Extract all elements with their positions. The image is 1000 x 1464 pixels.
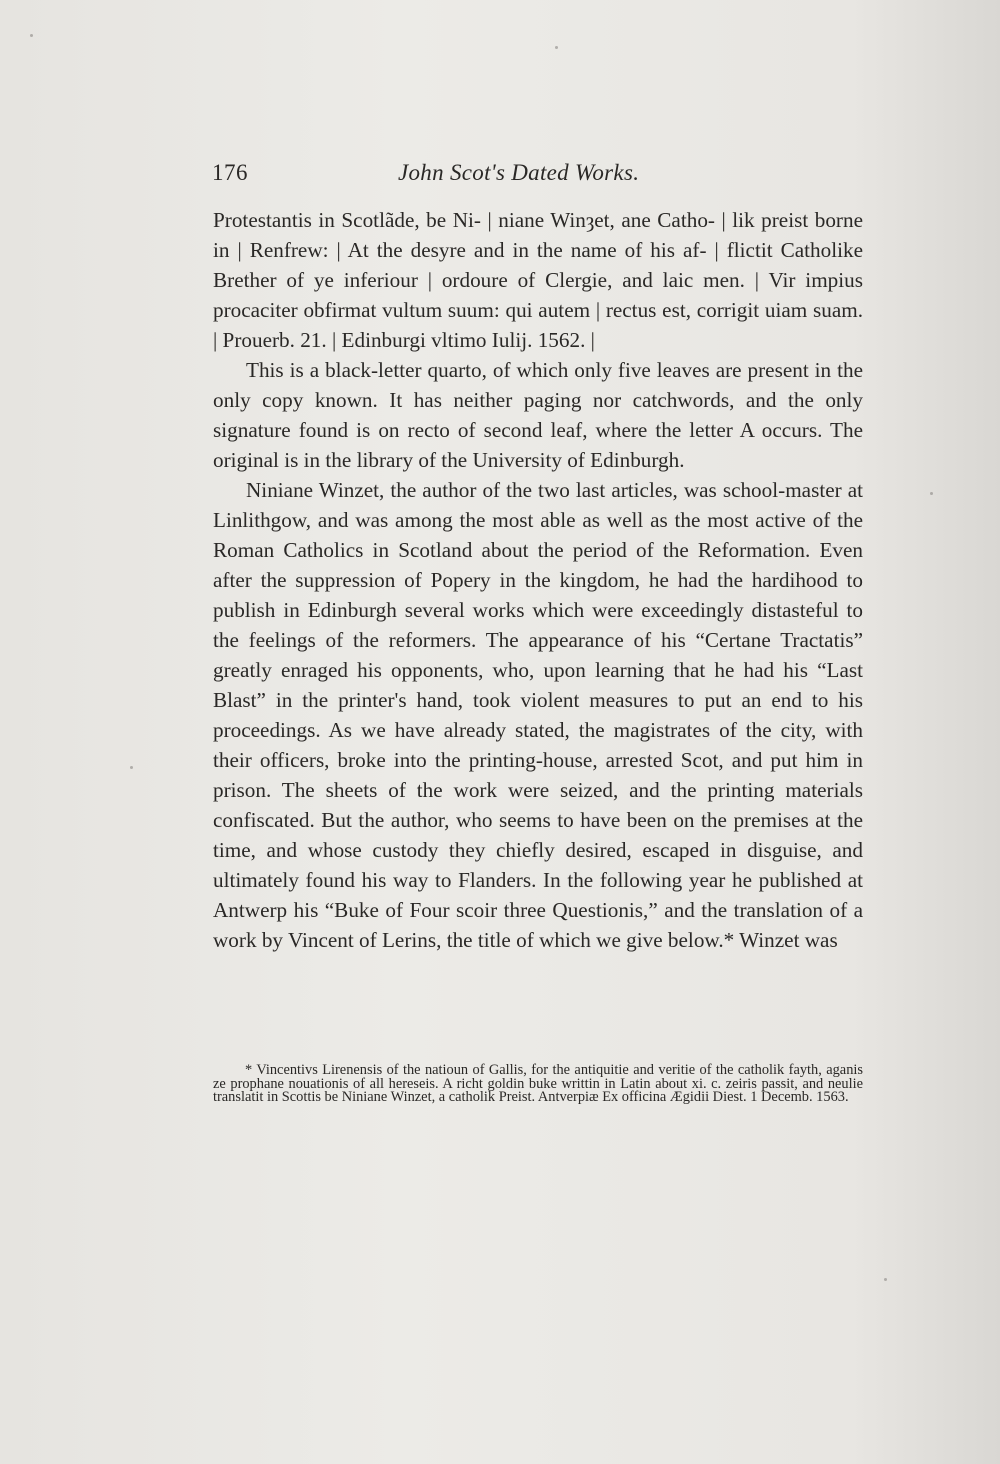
footnote-text: * Vincentivs Lirenensis of the natioun of Gallis, for the antiquitie and veritie of the catholik fayth, aganis ze prophane nouationis of all hereseis. A richt goldin buke writtin in Latin about xi. c. zeiris passit, and neulie translatit in Scottis be Niniane Winzet, a catholik Preist. Antverpiæ Ex officina Ægidii Diest. 1 Decemb. 1563. (213, 1062, 863, 1105)
paper-speck (555, 46, 558, 49)
page-header (212, 156, 862, 190)
running-title: John Scot's Dated Works. (398, 160, 640, 185)
paper-speck (30, 34, 33, 37)
title-continuation-paragraph: Protestantis in Scotlãde, be Ni- | niane Winȝet, ane Catho- | lik preist borne in | Renfrew: | At the desyre and in the name of his af- | flictit Catholike Brether of ye inferiour | ordoure of Clergie, and laic men. | Vir impius procaciter obfirmat vultum suum: qui autem | rectus est, corrigit uiam suam. | Prouerb. 21. | Edinburgi vltimo Iulij. 1562. | (213, 208, 863, 352)
paper-speck (130, 766, 133, 769)
biography-paragraph: Niniane Winzet, the author of the two last articles, was school-master at Linlithgow, and was among the most able as well as the most active of the Roman Catholics in Scotland about the period of the Reformation. Even after the suppression of Popery in the kingdom, he had the hardihood to publish in Edinburgh several works which were exceedingly distasteful to the feelings of the reformers. The appearance of his “Certane Tractatis” greatly enraged his opponents, who, upon learning that he had his “Last Blast” in the printer's hand, took violent measures to put an end to his proceedings. As we have already stated, the magistrates of the city, with their officers, broke into the printing-house, arrested Scot, and put him in prison. The sheets of the work were seized, and the printing materials confiscated. But the author, who seems to have been on the premises at the time, and whose custody they chiefly desired, escaped in disguise, and ultimately found his way to Flanders. In the following year he published at Antwerp his “Buke of Four scoir three Questionis,” and the translation of a work by Vincent of Lerins, the title of which we give below.* Winzet was (213, 478, 863, 952)
paper-speck (884, 1278, 887, 1281)
paper-speck (930, 492, 933, 495)
page-number: 176 (212, 160, 248, 185)
description-paragraph: This is a black-letter quarto, of which only five leaves are present in the only copy known. It has neither paging nor catchwords, and the only signature found is on recto of second leaf, where the letter A occurs. The original is in the library of the University of Edinburgh. (213, 358, 863, 472)
footnote (213, 1064, 863, 1105)
main-text (213, 205, 863, 955)
